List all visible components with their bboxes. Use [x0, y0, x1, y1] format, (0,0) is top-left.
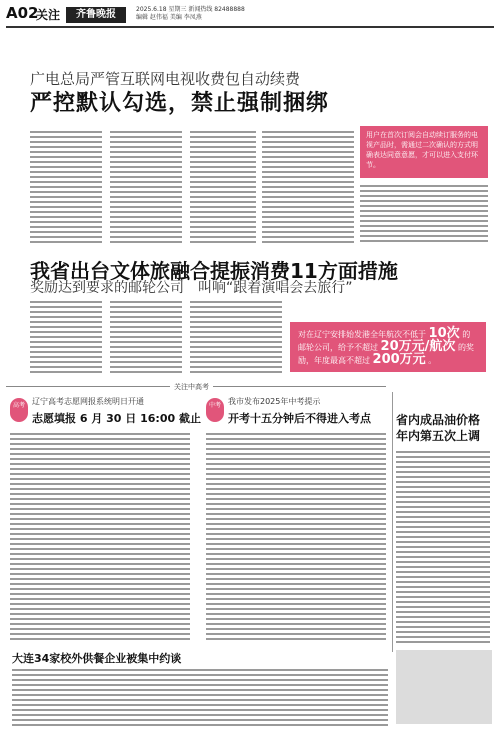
story4-body	[206, 430, 386, 642]
story4-headline: 开考十五分钟后不得进入考点	[228, 412, 371, 425]
story1-body-col3	[190, 128, 256, 244]
story6-headline: 大连34家校外供餐企业被集中约谈	[12, 652, 182, 665]
story3-body	[10, 430, 190, 642]
story3-badge: 高考	[10, 398, 28, 422]
top-rule	[6, 26, 494, 28]
story4-badge: 中考	[206, 398, 224, 422]
story5-headline: 省内成品油价格年内第五次上调	[396, 413, 481, 443]
paper-logo: 齐鲁晚报	[66, 7, 126, 23]
story1-body-col4	[262, 128, 354, 244]
issue-date: 2025.6.18 星期三 新闻热线 82488888	[136, 6, 245, 13]
story2-body-col3	[190, 298, 282, 376]
story2-body-col1	[30, 298, 102, 376]
dateline	[136, 6, 245, 22]
story3-kicker: 辽宁高考志愿网报系统明日开通	[32, 397, 144, 406]
story2-highlight-box: 对在辽宁安排始发港全年航次不低于 10次 的邮轮公司，给予不超过 20万元/航次 的奖励，年度最高不超过 200万元 。	[290, 322, 486, 372]
section-name: 关注	[36, 8, 61, 22]
story4-kicker: 我市发布2025年中考提示	[228, 397, 321, 406]
story5-body	[396, 448, 490, 644]
page-number: A02	[6, 4, 39, 22]
story2-body-col2	[110, 298, 182, 376]
story1-body-col1	[30, 128, 102, 244]
story1-headline: 严控默认勾选，禁止强制捆绑	[30, 91, 330, 116]
section-divider-label: 关注中高考	[170, 382, 213, 392]
story6-body	[12, 666, 388, 726]
story6-photo	[396, 650, 492, 724]
story1-kicker: 广电总局严管互联网电视收费包自动续费	[30, 70, 301, 88]
editor-credit: 编辑 赵伟福 美编 李凤燕	[136, 14, 202, 21]
story3-headline: 志愿填报 6 月 30 日 16:00 截止	[32, 412, 201, 425]
story1-body-col2	[110, 128, 182, 244]
right-column-rule	[392, 392, 393, 652]
story2-headline: 我省出台文体旅融合提振消费11方面措施	[30, 259, 398, 283]
story1-highlight-box: 用户在首次订阅会自动续订服务的电视产品时，需通过二次确认的方式明确表达同意意愿，才可以进入支付环节。	[360, 126, 488, 178]
story1-body-col5	[360, 182, 488, 244]
story2-subhead: 奖励达到要求的邮轮公司 叫响“跟着演唱会去旅行”	[30, 280, 353, 296]
